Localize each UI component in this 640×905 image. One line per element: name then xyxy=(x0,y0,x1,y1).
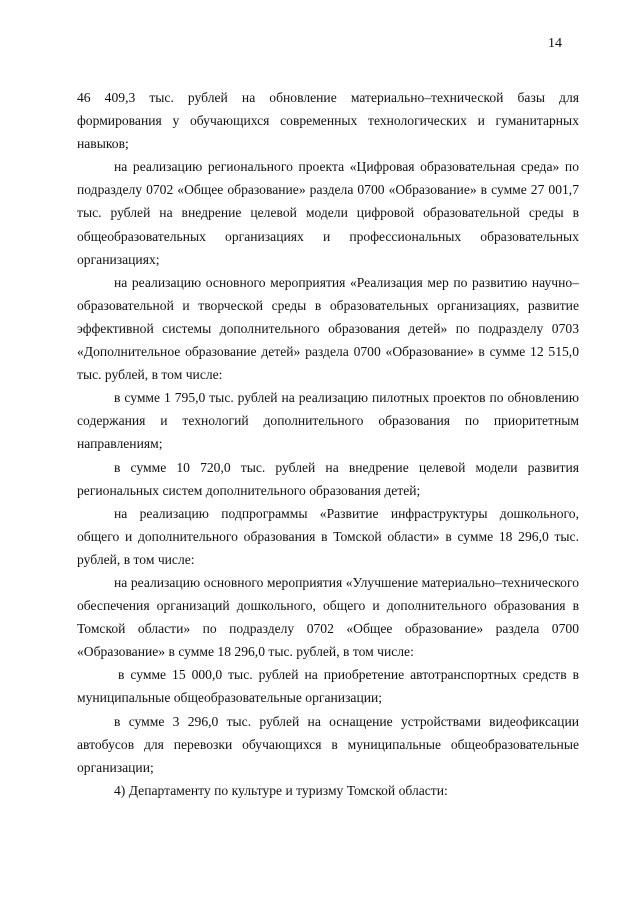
paragraph-material-support: на реализацию основного мероприятия «Улучшение материально–технического обеспечения организаций дошкольного, общего и дополнительного образования в Томской области» по подразделу 0702 «Общее образование» раздела 0700 «Образование» в сумме 18 296,0 тыс. рублей, в том числе: xyxy=(77,574,579,660)
paragraph-target-model: в сумме 10 720,0 тыс. рублей на внедрение целевой модели развития региональных систем дополнительного образования детей; xyxy=(77,459,579,498)
paragraph-digital-environment: на реализацию регионального проекта «Цифровая образовательная среда» по подразделу 0702 «Общее образование» раздела 0700 «Образование» в сумме 27 001,7 тыс. рублей на внедрение целевой модели цифровой образовательной среды в общеобразовательных организациях и профессиональных образовательных организациях; xyxy=(77,159,579,267)
paragraph-culture-department: 4) Департаменту по культуре и туризму Томской области: xyxy=(114,782,448,798)
document-body xyxy=(77,86,579,802)
paragraph-infrastructure-subprogram: на реализацию подпрограммы «Развитие инфраструктуры дошкольного, общего и дополнительного образования в Томской области» в сумме 18 296,0 тыс. рублей, в том числе: xyxy=(77,505,579,567)
paragraph-video-recording: в сумме 3 296,0 тыс. рублей на оснащение устройствами видеофиксации автобусов для перевозки обучающихся в муниципальные общеобразовательные организации; xyxy=(77,713,579,775)
paragraph-main-measure-science: на реализацию основного мероприятия «Реализация мер по развитию научно–образовательной и творческой среды в образовательных организациях, развитие эффективной системы дополнительного образования детей» по подразделу 0703 «Дополнительное образование детей» раздела 0700 «Образование» в сумме 12 515,0 тыс. рублей, в том числе: xyxy=(77,274,579,383)
page-number: 14 xyxy=(548,36,562,51)
paragraph-continuation: 46 409,3 тыс. рублей на обновление материально–технической базы для формирования у обучающихся современных технологических и гуманитарных навыков; xyxy=(77,90,579,152)
paragraph-pilot-projects: в сумме 1 795,0 тыс. рублей на реализацию пилотных проектов по обновлению содержания и технологий дополнительного образования по приоритетным направлениям; xyxy=(77,390,579,452)
paragraph-vehicles: в сумме 15 000,0 тыс. рублей на приобретение автотранспортных средств в муниципальные общеобразовательные организации; xyxy=(77,667,579,706)
